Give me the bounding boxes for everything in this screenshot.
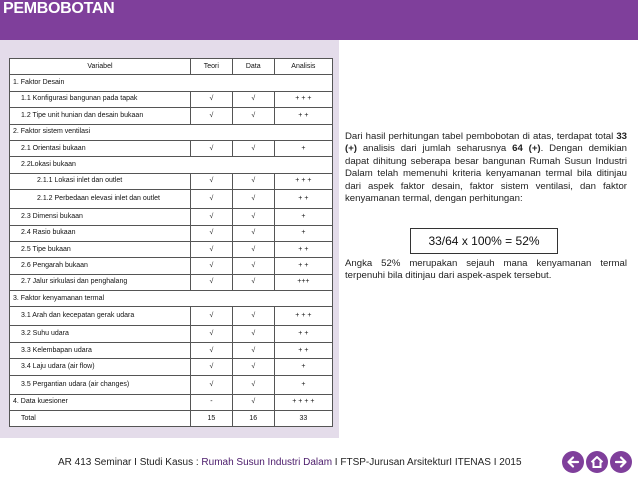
variable-cell: 2.7 Jalur sirkulasi dan penghalang [10,274,191,290]
table-row [10,375,333,394]
section-label: 1. Faktor Desain [10,75,333,91]
section-label: 3. Faktor kenyamanan termal [10,291,333,307]
analisis-cell: + + [274,326,332,342]
table-row [10,394,333,410]
column-header-data: Data [232,59,274,75]
variable-cell: 3.4 Laju udara (air flow) [10,359,191,375]
data-cell: √ [232,375,274,394]
table-row [10,124,333,140]
analisis-cell: +++ [274,274,332,290]
teori-cell: √ [190,209,232,225]
analisis-cell: + + + + [274,394,332,410]
paragraph-text: analisis dari jumlah seharusnya [357,143,513,155]
data-cell: √ [232,342,274,358]
paragraph-expected-value: 64 (+) [512,143,541,155]
teori-cell: √ [190,375,232,394]
variable-cell: 1.1 Konfigurasi bangunan pada tapak [10,91,191,107]
variable-cell: 3.2 Suhu udara [10,326,191,342]
teori-cell: √ [190,241,232,257]
analisis-cell: + [274,375,332,394]
paragraph-text: . Dengan demikian dapat dihitung seberapa besar bangunan Rumah Susun Industri Dalam telah memenuhi kriteria kenyamanan termal bila ditinjau dari aspek faktor desain, faktor sistem ventilasi, dan faktor kenyamanan termal, dengan perhitungan: [345,143,627,205]
teori-cell: √ [190,274,232,290]
data-cell: √ [232,190,274,209]
teori-cell: √ [190,91,232,107]
variable-cell: 1.2 Tipe unit hunian dan desain bukaan [10,108,191,124]
header-bar [0,0,638,40]
footer [58,457,522,468]
arrow-left-icon [566,455,580,469]
data-cell: √ [232,225,274,241]
variable-cell: 3.1 Arah dan kecepatan gerak udara [10,307,191,326]
teori-cell: √ [190,173,232,189]
column-header-variabel: Variabel [10,59,191,75]
teori-cell: - [190,394,232,410]
arrow-right-icon [614,455,628,469]
data-cell: √ [232,307,274,326]
teori-cell: √ [190,258,232,274]
home-icon [590,455,604,469]
table-row [10,140,333,156]
table-row [10,274,333,290]
table-row [10,258,333,274]
column-header-teori: Teori [190,59,232,75]
teori-cell: √ [190,140,232,156]
data-cell: √ [232,108,274,124]
analisis-cell: + [274,225,332,241]
footer-project-name: Rumah Susun Industri Dalam [201,457,333,468]
next-button[interactable] [610,451,632,473]
variable-cell: 2.4 Rasio bukaan [10,225,191,241]
table-header-row [10,59,333,75]
table-row [10,326,333,342]
table-row [10,75,333,91]
table-row [10,291,333,307]
variable-cell: Total [10,411,191,427]
table-row [10,225,333,241]
prev-button[interactable] [562,451,584,473]
data-cell: √ [232,140,274,156]
teori-cell: √ [190,359,232,375]
teori-cell: √ [190,307,232,326]
teori-cell: √ [190,108,232,124]
data-cell: √ [232,274,274,290]
variable-cell: 3.3 Kelembapan udara [10,342,191,358]
analisis-cell: + [274,209,332,225]
page-title: PEMBOBOTAN [3,0,115,17]
variable-cell: 2.1 Orientasi bukaan [10,140,191,156]
section-label: 2. Faktor sistem ventilasi [10,124,333,140]
table-row [10,173,333,189]
table-row [10,307,333,326]
analisis-cell: + [274,359,332,375]
footer-prefix: AR 413 Seminar I Studi Kasus : [58,457,202,468]
data-cell: √ [232,394,274,410]
variable-cell: 2.1.2 Perbedaan elevasi inlet dan outlet [10,190,191,209]
home-button[interactable] [586,451,608,473]
analisis-cell: + + [274,241,332,257]
data-cell: 16 [232,411,274,427]
teori-cell: 15 [190,411,232,427]
paragraph-total-value: 33 (+) [345,131,627,155]
weighting-table [9,58,333,427]
analysis-paragraph [345,131,627,205]
data-cell: √ [232,241,274,257]
table-row [10,241,333,257]
data-cell: √ [232,173,274,189]
analisis-cell: + + [274,108,332,124]
data-cell: √ [232,91,274,107]
variable-cell: 2.3 Dimensi bukaan [10,209,191,225]
variable-cell: 2.5 Tipe bukaan [10,241,191,257]
analisis-cell: + + [274,258,332,274]
data-cell: √ [232,359,274,375]
formula-box: 33/64 x 100% = 52% [410,228,558,254]
data-cell: √ [232,209,274,225]
teori-cell: √ [190,190,232,209]
variable-cell: 4. Data kuesioner [10,394,191,410]
data-cell: √ [232,258,274,274]
analisis-cell: + + + [274,173,332,189]
footer-suffix: I FTSP-Jurusan ArsitekturI ITENAS I 2015 [332,457,522,468]
conclusion-paragraph: Angka 52% merupakan sejauh mana kenyamanan termal terpenuhi bila ditinjau dari aspek-aspek tersebut. [345,258,627,282]
analisis-cell: + + [274,190,332,209]
teori-cell: √ [190,225,232,241]
table-row [10,190,333,209]
variable-cell: 2.1.1 Lokasi inlet dan outlet [10,173,191,189]
table-row [10,91,333,107]
section-label: 2.2Lokasi bukaan [10,157,333,173]
teori-cell: √ [190,342,232,358]
analisis-cell: + + [274,342,332,358]
table-row [10,359,333,375]
analisis-cell: + + + [274,91,332,107]
table-row [10,157,333,173]
data-cell: √ [232,326,274,342]
analisis-cell: 33 [274,411,332,427]
table-row [10,108,333,124]
variable-cell: 2.6 Pengarah bukaan [10,258,191,274]
column-header-analisis: Analisis [274,59,332,75]
table-row [10,342,333,358]
paragraph-text: Dari hasil perhitungan tabel pembobotan di atas, terdapat total [345,131,617,142]
table-row [10,209,333,225]
table-row [10,411,333,427]
analisis-cell: + [274,140,332,156]
variable-cell: 3.5 Pergantian udara (air changes) [10,375,191,394]
analisis-cell: + + + [274,307,332,326]
teori-cell: √ [190,326,232,342]
